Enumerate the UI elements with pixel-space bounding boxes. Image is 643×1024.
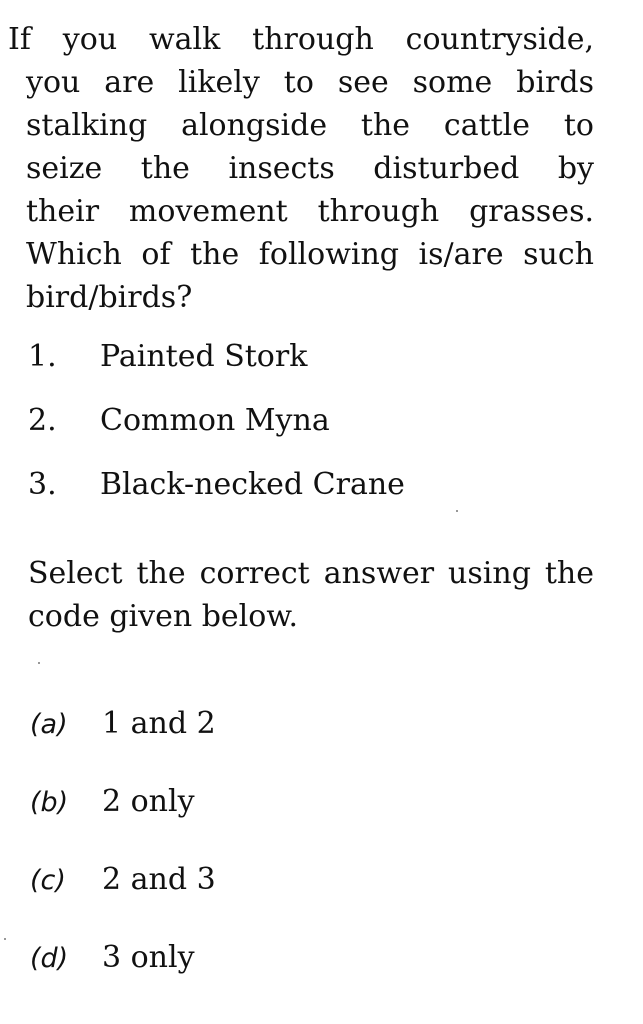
- list-item-number: 1.: [28, 339, 57, 374]
- option-c[interactable]: [30, 858, 216, 902]
- list-item-label: Black-necked Crane: [100, 467, 405, 502]
- question-line: seize the insects disturbed by: [26, 151, 594, 186]
- option-b[interactable]: [30, 780, 195, 824]
- question-line: Which of the following is/are such: [26, 237, 594, 272]
- question-line: their movement through grasses.: [26, 194, 594, 229]
- option-text: 3 only: [102, 940, 195, 975]
- question-line: you are likely to see some birds: [26, 65, 594, 100]
- instruction-text: [28, 552, 594, 638]
- question-line: stalking alongside the cattle to: [26, 108, 594, 143]
- option-letter: (b): [30, 787, 69, 818]
- list-item: [28, 335, 307, 379]
- option-text: 1 and 2: [102, 706, 216, 741]
- list-item-label: Painted Stork: [100, 339, 308, 374]
- instruction-line: code given below.: [28, 599, 298, 634]
- option-letter: (c): [30, 865, 66, 896]
- option-letter: (d): [30, 943, 69, 974]
- instruction-line: Select the correct answer using the: [28, 556, 594, 591]
- list-item: [28, 399, 330, 443]
- list-item-label: Common Myna: [100, 403, 330, 438]
- option-letter: (a): [30, 709, 68, 740]
- list-item: [28, 463, 405, 507]
- question-text: [8, 18, 594, 319]
- question-line: bird/birds?: [26, 280, 193, 315]
- option-text: 2 only: [102, 784, 195, 819]
- scan-speck: [4, 938, 6, 940]
- option-d[interactable]: [30, 936, 195, 980]
- list-item-number: 3.: [28, 467, 57, 502]
- scan-speck: [38, 662, 40, 664]
- option-text: 2 and 3: [102, 862, 216, 897]
- option-a[interactable]: [30, 702, 216, 746]
- scan-speck: [456, 510, 458, 512]
- list-item-number: 2.: [28, 403, 57, 438]
- question-line: If you walk through countryside,: [8, 22, 594, 57]
